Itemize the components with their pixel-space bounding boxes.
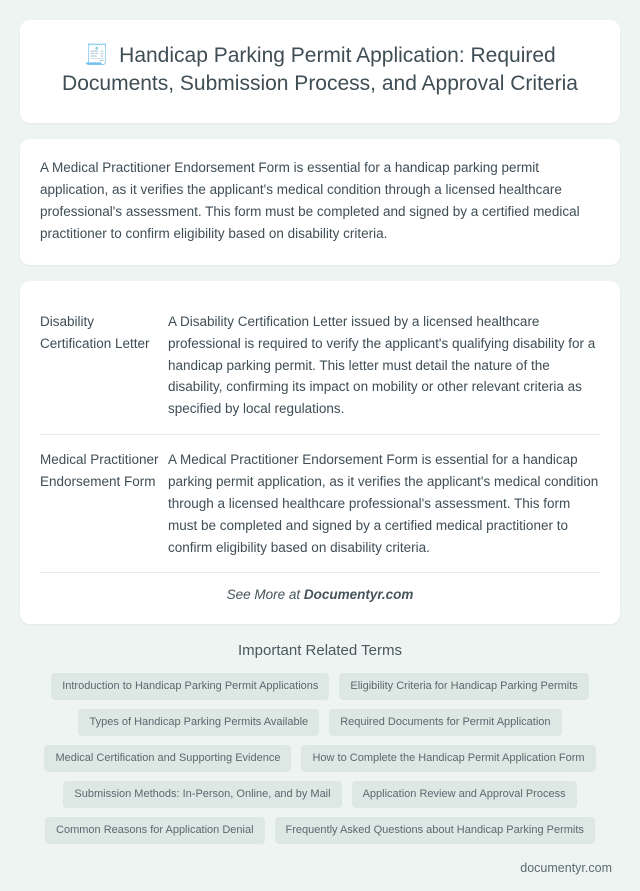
related-term-chip[interactable]: Eligibility Criteria for Handicap Parking Permits	[339, 673, 588, 700]
term-description: A Medical Practitioner Endorsement Form is essential for a handicap parking permit application, as it verifies the applicant's medical condition through a licensed healthcare professional's assessment. This form must be completed and signed by a certified medical practitioner to confirm eligibility based on disability criteria.	[168, 435, 600, 573]
header-card	[20, 20, 620, 123]
related-term-chip[interactable]: Required Documents for Permit Application	[329, 709, 561, 736]
header-inner	[46, 42, 594, 97]
see-more-row	[40, 573, 600, 614]
related-term-chip[interactable]: Submission Methods: In-Person, Online, and by Mail	[63, 781, 341, 808]
related-term-chip[interactable]: Types of Handicap Parking Permits Available	[78, 709, 319, 736]
term-label: Disability Certification Letter	[40, 295, 168, 435]
related-terms-title: Important Related Terms	[238, 642, 402, 660]
summary-text: A Medical Practitioner Endorsement Form is essential for a handicap parking permit application, as it verifies the applicant's medical condition through a licensed healthcare professional's assessment. This form must be completed and signed by a certified medical practitioner to confirm eligibility based on disability criteria.	[40, 160, 580, 242]
see-more-link[interactable]: Documentyr.com	[303, 587, 414, 603]
related-term-chip[interactable]: How to Complete the Handicap Permit Application Form	[301, 745, 595, 772]
term-label: Medical Practitioner Endorsement Form	[40, 435, 168, 573]
related-term-chip[interactable]: Common Reasons for Application Denial	[45, 817, 265, 844]
see-more-prefix: See More at	[226, 587, 304, 603]
related-terms-section	[20, 642, 620, 844]
related-term-chip[interactable]: Medical Certification and Supporting Evidence	[44, 745, 291, 772]
definitions-card	[20, 281, 620, 625]
table-row	[40, 295, 600, 435]
related-terms-list	[20, 673, 620, 844]
related-term-chip[interactable]: Frequently Asked Questions about Handicap Parking Permits	[275, 817, 595, 844]
document-icon: 🧾	[84, 44, 110, 67]
term-description: A Disability Certification Letter issued by a licensed healthcare professional is required to verify the applicant's qualifying disability for a handicap parking permit. This letter must detail the nature of the disability, confirming its impact on mobility or other relevant criteria as specified by local regulations.	[168, 295, 600, 435]
table-row	[40, 435, 600, 573]
definitions-table	[40, 295, 600, 574]
summary-card	[20, 139, 620, 264]
related-term-chip[interactable]: Application Review and Approval Process	[352, 781, 577, 808]
page-title	[46, 42, 594, 97]
footer-site-label: documentyr.com	[520, 861, 612, 875]
footer	[20, 845, 620, 891]
related-term-chip[interactable]: Introduction to Handicap Parking Permit Applications	[51, 673, 329, 700]
page-title-text: Handicap Parking Permit Application: Required Documents, Submission Process, and Approval Criteria	[62, 44, 578, 95]
